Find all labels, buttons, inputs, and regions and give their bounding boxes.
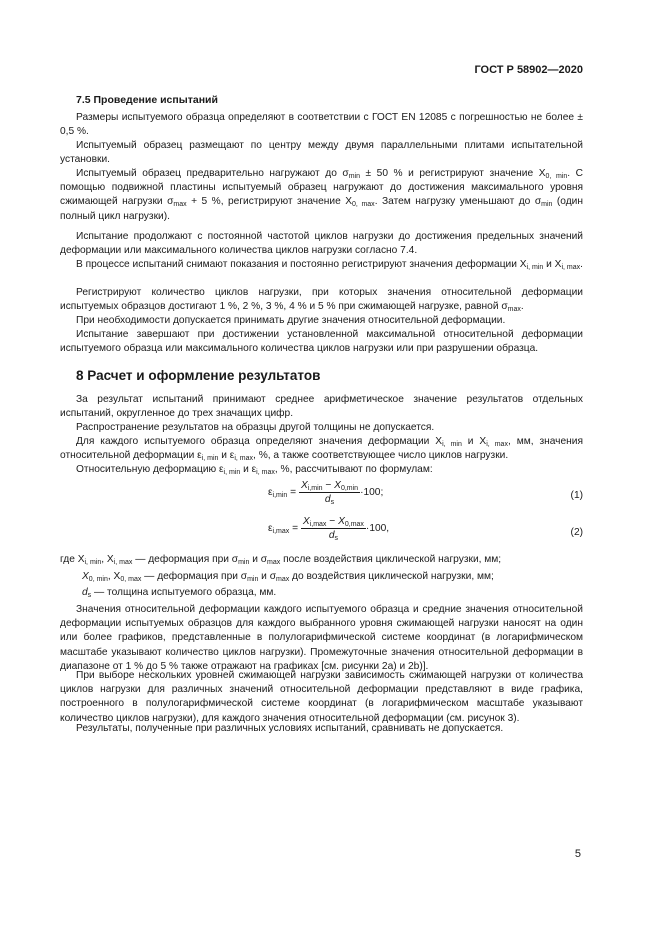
document-header: ГОСТ Р 58902—2020	[474, 64, 583, 76]
paragraph: При выборе нескольких уровней сжимающей нагрузки зависимость сжимающей нагрузки от количества циклов нагрузки для различных значений относительной деформации представляют в виде графика, построенного в полулогарифмической системе координат (в логарифмическом масштабе указывают количество циклов нагрузки), для каждого значения относительной деформации (см. рисунок 3).	[60, 670, 583, 724]
formula-2: $\varepsilon_{i,max}$ = $\frac{X_{i,max} - X_{0,max}}{d_s}$ ·100,	[268, 516, 390, 542]
formula-2-number: (2)	[570, 527, 583, 538]
section-8-title: 8 Расчет и оформление результатов	[76, 368, 321, 383]
paragraph: Результаты, полученные при различных условиях испытаний, сравнивать не допускается.	[76, 723, 504, 734]
definition-line: $X_{0, min}$, $X_{0, max}$ — деформация при $\sigma_{min}$ и $\sigma_{max}$ до воздействия циклической нагрузки, мм;	[82, 571, 494, 583]
paragraph: За результат испытаний принимают среднее арифметическое значение результатов отдельных испытаний, округленное до трех значащих цифр.	[60, 394, 583, 420]
paragraph: Регистрируют количество циклов нагрузки, при которых значения относительной деформации испытуемых образцов достигают 1 %, 2 %, 3 %, 4 % и 5 % при сжимающей нагрузке, равной $\sigma_{max}$.	[60, 287, 583, 314]
definition-line: $d_s$ — толщина испытуемого образца, мм.	[82, 587, 277, 599]
paragraph: Значения относительной деформации каждого испытуемого образца и средние значения относительной деформации испытуемых образцов для каждого выбранного уровня сжимающей нагрузки наносят на один или более графиков, представленные в полулогарифмической системе координат (в логарифмическом масштабе указывают количество циклов нагрузки). Промежуточные значения относительной деформации в диапазоне от 1 % до 5 % также отражают на графиках [см. рисунки 2а) и 2b)].	[60, 604, 583, 672]
paragraph: Распространение результатов на образцы другой толщины не допускается.	[76, 422, 435, 433]
paragraph: Испытуемый образец предварительно нагружают до $\sigma_{min} \pm 50$ % и регистрируют значение $X_{0, min}$. С помощью подвижной пластины испытуемый образец нагружают до достижения максимального уровня сжимающей нагрузки $\sigma_{max} + 5$ %, регистрируют значение $X_{0, max}$. Затем нагрузку уменьшают до $\sigma_{min}$ (один полный цикл нагрузки).	[60, 168, 584, 222]
paragraph: Испытуемый образец размещают по центру между двумя параллельными плитами испытательной установки.	[60, 140, 583, 166]
paragraph: Испытание завершают при достижении установленной максимальной относительной деформации испытуемого образца или максимального количества циклов нагрузки или при разрушении образца.	[60, 329, 583, 355]
page-number: 5	[574, 848, 581, 860]
paragraph: В процессе испытаний снимают показания и постоянно регистрируют значения деформации $X_{i, min}$ и $X_{i, max}$.	[76, 259, 583, 271]
paragraph: Испытание продолжают с постоянной частотой циклов нагрузки до достижения предельных значений деформации или максимального количества циклов нагрузки согласно 7.4.	[60, 231, 583, 257]
definition-line: где $X_{i, min}$, $X_{i, max}$ — деформация при $\sigma_{min}$ и $\sigma_{max}$ после воздействия циклической нагрузки, мм;	[60, 554, 502, 566]
paragraph: Для каждого испытуемого образца определяют значения деформации $X_{i, min}$ и $X_{i, max}$, мм, значения относительной деформации $\varepsilon_{i, min}$ и $\varepsilon_{i, max}$, %, а также соответствующее число циклов нагрузки.	[60, 436, 583, 463]
paragraph: При необходимости допускается принимать другие значения относительной деформации.	[76, 315, 506, 326]
formula-1-number: (1)	[570, 490, 583, 501]
paragraph: Относительную деформацию $\varepsilon_{i, min}$ и $\varepsilon_{i, max}$, %, рассчитывают по формулам:	[76, 464, 433, 476]
section-7-5-title: 7.5 Проведение испытаний	[76, 94, 218, 106]
formula-1: $\varepsilon_{i,min}$ = $\frac{X_{i,min} - X_{0,min}}{d_s}$ ·100;	[268, 480, 384, 506]
paragraph: Размеры испытуемого образца определяют в соответствии с ГОСТ EN 12085 с погрешностью не более ± 0,5 %.	[60, 112, 583, 138]
